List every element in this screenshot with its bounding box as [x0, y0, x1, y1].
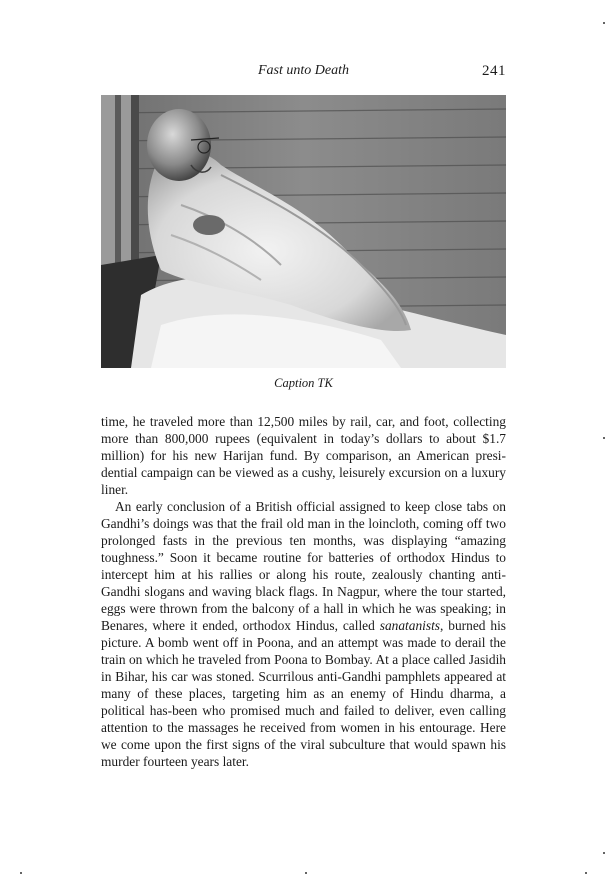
- crop-mark: [20, 872, 22, 874]
- crop-mark: [305, 872, 307, 874]
- running-title: Fast unto Death: [258, 63, 349, 78]
- crop-mark: [603, 437, 605, 439]
- page-number: 241: [482, 63, 506, 79]
- crop-mark: [603, 22, 605, 24]
- figure-caption: Caption TK: [274, 376, 333, 390]
- paragraph: time, he traveled more than 12,500 miles by rail, car, and foot, collecting more than 800,000 rupees (equivalent in today’s dollars to about $1.7 million) for his new Harijan fund. By comparison, an American presidential campaign can be viewed as a cushy, leisurely excursion on a luxury liner.: [101, 414, 506, 497]
- body-text: [101, 413, 506, 770]
- running-head: [101, 63, 506, 81]
- italic-term: sanatanists: [379, 618, 441, 633]
- crop-mark: [585, 872, 587, 874]
- paragraph: [101, 498, 506, 770]
- photograph: [101, 95, 506, 368]
- crop-mark: [603, 852, 605, 854]
- paragraph-text: An early conclusion of a British official assigned to keep close tabs on Gandhi’s doings was that the frail old man in the loincloth, coming off two prolonged fasts in the previous ten months, was displaying “amazing toughness.” Soon it became routine for batteries of orthodox Hindus to intercept him at his rallies or along his route, zealously chanting anti-Gandhi slogans and waving black flags. In Nagpur, where the tour started, eggs were thrown from the balcony of a hall in which he was speaking; in Benares, where it ended, orthodox Hindus, called: [101, 499, 506, 633]
- paragraph-text: , burned his picture. A bomb went off in Poona, and an attempt was made to derail the train on which he traveled from Poona to Bombay. At a place called Jasidih in Bihar, his car was stoned. Scurrilous anti-Gandhi pamphlets appeared at many of these places, targeting him as an enemy of Hindu dharma, a political has-been who promised much and failed to deliver, even calling attention to the massages he received from women in his entourage. Here we come upon the first signs of the viral subculture that would spawn his murder fourteen years later.: [101, 618, 507, 769]
